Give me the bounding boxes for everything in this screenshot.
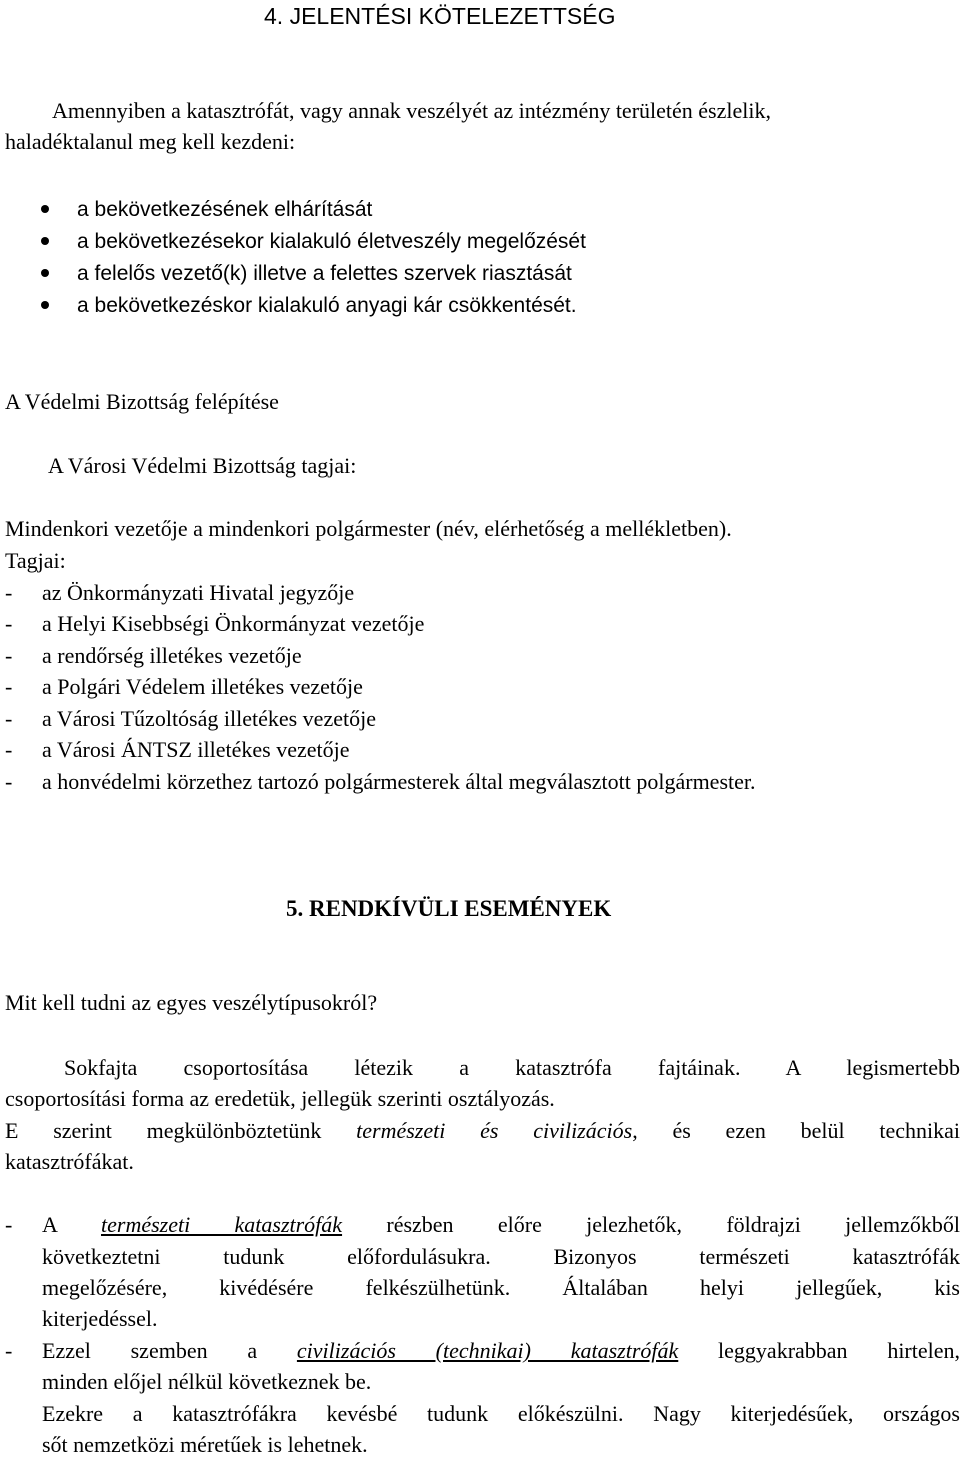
bullet-dot-icon xyxy=(41,301,49,309)
bullet-dot-icon xyxy=(41,269,49,277)
dash-marker: - xyxy=(5,737,13,762)
member-item: a Polgári Védelem illetékes vezetője xyxy=(42,674,363,699)
item2-underline: civilizációs (technikai) katasztrófák xyxy=(296,1338,679,1363)
item1-line-4: kiterjedéssel. xyxy=(42,1306,158,1331)
leader-line: Mindenkori vezetője a mindenkori polgármester (név, elérhetőség a mellékletben). xyxy=(5,516,732,541)
members-title: A Városi Védelmi Bizottság tagjai: xyxy=(48,453,357,478)
item1-text-post: részben előre jelezhetők, földrajzi jellemzőkből xyxy=(386,1212,960,1237)
committee-title: A Védelmi Bizottság felépítése xyxy=(5,389,279,414)
para2-italic: természeti és civilizációs xyxy=(356,1118,633,1143)
dash-marker: - xyxy=(5,643,13,668)
bullet-item: a felelős vezető(k) illetve a felettes szervek riasztását xyxy=(77,262,572,285)
item2-line-1 xyxy=(42,1335,960,1366)
bullet-dot-icon xyxy=(41,205,49,213)
member-item: a rendőrség illetékes vezetője xyxy=(42,643,302,668)
item1-text: A xyxy=(42,1212,57,1237)
para2-line-1 xyxy=(5,1115,960,1146)
dash-marker: - xyxy=(5,1212,13,1237)
dash-marker: - xyxy=(5,580,13,605)
para2-text-post: , és ezen belül technikai xyxy=(632,1118,960,1143)
intro-line-1: Amennyiben a katasztrófát, vagy annak veszélyét az intézmény területén észlelik, xyxy=(52,98,771,123)
item1-line-3: megelőzésére, kivédésére felkészülhetünk. Általában helyi jellegűek, kis xyxy=(42,1275,960,1300)
item1-line-2: következtetni tudunk előfordulásukra. Bizonyos természeti katasztrófák xyxy=(42,1244,960,1269)
dash-marker: - xyxy=(5,1338,13,1363)
dash-marker: - xyxy=(5,674,13,699)
item1-line-1 xyxy=(42,1209,960,1240)
item2-line-2: minden előjel nélkül következnek be. xyxy=(42,1369,372,1394)
dash-marker: - xyxy=(5,611,13,636)
member-item: a Városi Tűzoltóság illetékes vezetője xyxy=(42,706,376,731)
section4-heading: 4. JELENTÉSI KÖTELEZETTSÉG xyxy=(264,3,616,29)
member-item: a Helyi Kisebbségi Önkormányzat vezetője xyxy=(42,611,425,636)
member-item: az Önkormányzati Hivatal jegyzője xyxy=(42,580,355,605)
members-label: Tagjai: xyxy=(5,548,66,573)
item2-text-post: leggyakrabban hirtelen, xyxy=(718,1338,960,1363)
dash-marker: - xyxy=(5,769,13,794)
para1-line-1: Sokfajta csoportosítása létezik a katasztrófa fajtáinak. A legismertebb xyxy=(64,1055,960,1080)
para2-line-2: katasztrófákat. xyxy=(5,1149,134,1174)
item2-text: Ezzel szemben a xyxy=(42,1338,258,1363)
para2-text: E szerint megkülönböztetünk xyxy=(5,1118,322,1143)
member-item: a Városi ÁNTSZ illetékes vezetője xyxy=(42,737,350,762)
item2-line-3: Ezekre a katasztrófákra kevésbé tudunk előkészülni. Nagy kiterjedésűek, országos xyxy=(42,1401,960,1426)
bullet-item: a bekövetkezésekor kialakuló életveszély megelőzését xyxy=(77,230,586,253)
item2-line-4: sőt nemzetközi méretűek is lehetnek. xyxy=(42,1432,368,1457)
dash-marker: - xyxy=(5,706,13,731)
item1-underline: természeti katasztrófák xyxy=(101,1212,343,1237)
member-item: a honvédelmi körzethez tartozó polgármesterek által megválasztott polgármester. xyxy=(42,769,756,794)
para1-line-2: csoportosítási forma az eredetük, jellegük szerinti osztályozás. xyxy=(5,1086,555,1111)
bullet-dot-icon xyxy=(41,237,49,245)
question-line: Mit kell tudni az egyes veszélytípusokról? xyxy=(5,990,378,1015)
intro-line-2: haladéktalanul meg kell kezdeni: xyxy=(5,129,296,154)
section5-heading: 5. RENDKÍVÜLI ESEMÉNYEK xyxy=(286,896,612,921)
bullet-item: a bekövetkezésének elhárítását xyxy=(77,198,373,221)
bullet-item: a bekövetkezéskor kialakuló anyagi kár csökkentését. xyxy=(77,294,577,317)
